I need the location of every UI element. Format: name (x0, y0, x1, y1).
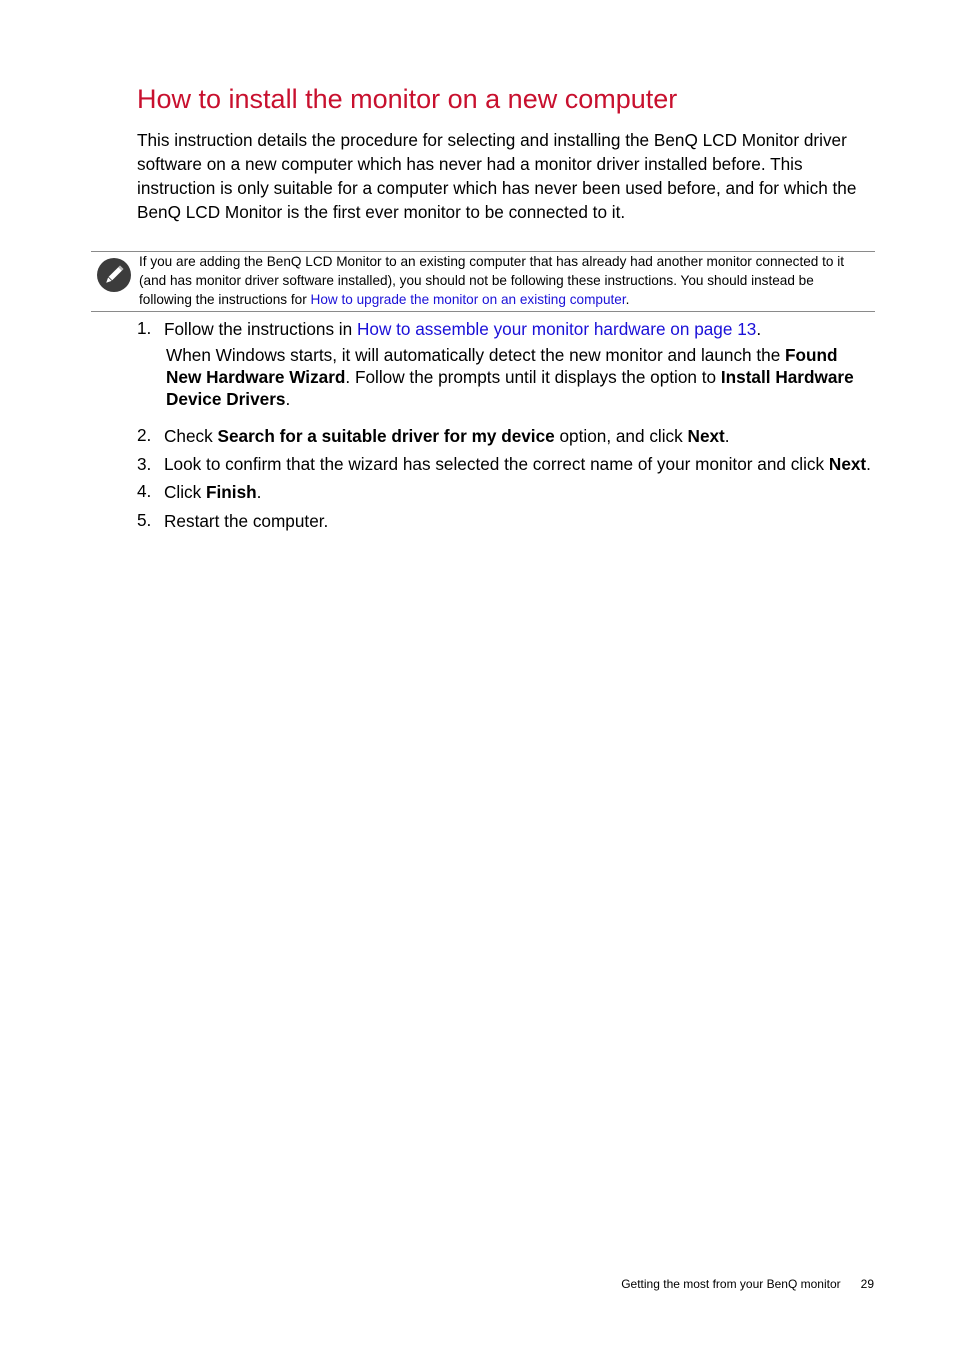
page-title: How to install the monitor on a new computer (137, 84, 678, 114)
step-number: 2. (137, 425, 152, 445)
page-number: 29 (860, 1277, 874, 1291)
upgrade-monitor-link[interactable]: How to upgrade the monitor on an existing computer (310, 292, 626, 307)
list-item: 1. Follow the instructions in How to assemble your monitor hardware on page 13. When Windows starts, it will automatically detect the new monitor and launch the Found New Hardware Wizard. Follow the prompts until it displays the option to Install Hardware Device Drivers. (137, 318, 877, 410)
intro-paragraph: This instruction details the procedure for selecting and installing the BenQ LCD Monitor driver software on a new computer which has never had a monitor driver installed before. This instruction is only suitable for a computer which has never been used before, and for which the BenQ LCD Monitor is the first ever monitor to be connected to it. (137, 130, 857, 222)
footer-text: Getting the most from your BenQ monitor (621, 1277, 841, 1291)
note-box (91, 251, 875, 312)
step-number: 1. (137, 318, 152, 338)
list-item: 2. Check Search for a suitable driver for my device option, and click Next. (137, 425, 730, 446)
step-number: 3. (137, 454, 152, 474)
page-footer (621, 1277, 874, 1291)
list-item: 4. Click Finish. (137, 481, 262, 502)
pencil-note-icon (97, 258, 131, 292)
step-detail: When Windows starts, it will automatically detect the new monitor and launch the Found New Hardware Wizard. Follow the prompts until it displays the option to Install Hardware Device Drivers. (166, 345, 854, 409)
steps-list (137, 318, 877, 532)
note-text: If you are adding the BenQ LCD Monitor to an existing computer that has already had another monitor connected to it (and has monitor driver software installed), you should not be following these instructions. You should instead be following the instructions for How to upgrade the monitor on an existing computer. (139, 254, 845, 307)
assemble-hardware-link[interactable]: How to assemble your monitor hardware on page 13 (356, 319, 757, 339)
step-number: 5. (137, 510, 152, 530)
list-item: 3. Look to confirm that the wizard has selected the correct name of your monitor and click Next. (137, 454, 871, 474)
list-item: 5. Restart the computer. (137, 510, 329, 531)
step-number: 4. (137, 481, 152, 501)
